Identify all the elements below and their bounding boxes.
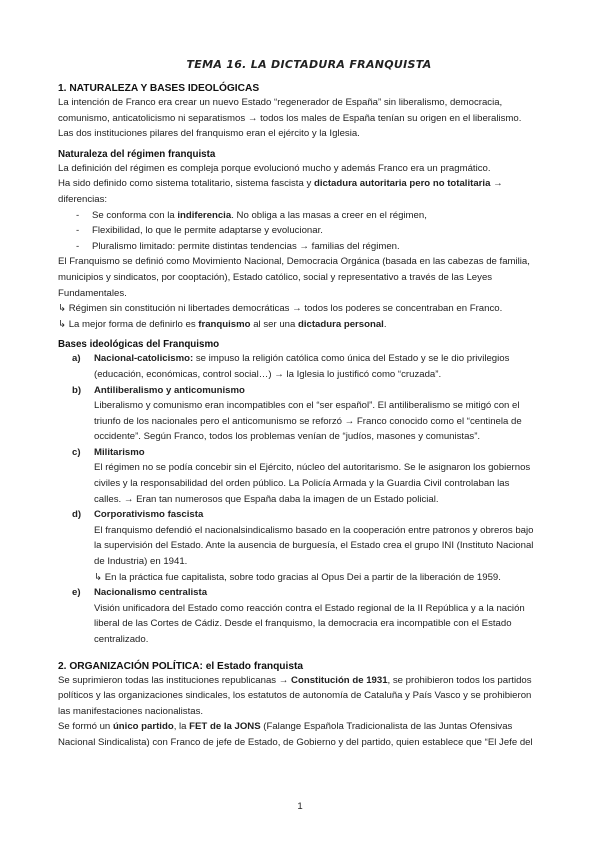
paragraph: Se suprimieron todas las instituciones republicanas → Constitución de 1931, se prohibieron todos los partidos [58,674,532,686]
list-item: - Pluralismo limitado: permite distintas tendencias → familias del régimen. [76,239,560,255]
list-letter: a) [72,353,81,365]
paragraph: municipios y sindicatos, por cooptación), Estado católico, social y representativo a través de las Leyes [58,271,493,283]
section-1 [58,83,560,648]
section-2 [58,661,560,751]
list-letter: d) [72,509,82,521]
list-item: e) Nacionalismo centralista Visión unificadora del Estado como reacción contra el Estado regional de la II República y a la nación liberal de las Cortes de Cádiz. Desde el franquismo, la democracia era incompatible con el Estado centralizado. [72,587,525,645]
intro-line: Las dos instituciones pilares del franquismo eran el ejército y la Iglesia. [58,128,360,140]
section-2-heading: 2. ORGANIZACIÓN POLÍTICA: el Estado franquista [58,660,304,672]
list-letter: e) [72,587,81,599]
naturaleza-heading: Naturaleza del régimen franquista [58,148,216,160]
intro-line: La intención de Franco era crear un nuevo Estado “regenerador de España” sin liberalismo, democracia, [58,97,503,108]
paragraph: las manifestaciones nacionalistas. [58,705,204,717]
note-line: ↳ Régimen sin constitución ni libertades democráticas → todos los poderes se concentraban en Franco. [58,303,503,315]
list-item: a) Nacional-catolicismo: se impuso la religión católica como única del Estado y se le dio privilegios (educación, económicas, control social…) → la Iglesia lo justificó como “cruzada”. [72,353,510,380]
list-item: c) Militarismo El régimen no se podía concebir sin el Ejército, núcleo del autoritarismo. Se le asignaron los gobiernos civiles y la responsabilidad del orden público. La Policía Armada y la Guardia Civil controlaban las calles. → Eran tan numerosos que España daba la imagen de un Estado policial. [72,446,531,505]
paragraph: Nacional Sindicalista) con Franco de jefe de Estado, de Gobierno y del partido, quien establece que “El Jefe del [58,736,533,748]
paragraph: Ha sido definido como sistema totalitario, sistema fascista y dictadura autoritaria pero no totalitaria → [58,178,503,190]
list-item: d) Corporativismo fascista El franquismo defendió el nacionalsindicalismo basado en la cooperación entre patronos y obreros bajo la supervisión del Estado. Ante la ausencia de burguesía, el Estado crea el grupo INI (Instituto Nacional de Industria) en 1941. ↳ En la práctica fue capitalista, sobre todo gracias al Opus Dei a partir de la liberación de 1959. [72,509,534,583]
section-1-heading: 1. NATURALEZA Y BASES IDEOLÓGICAS [58,83,260,94]
paragraph: políticos y las organizaciones sindicales, los estatutos de autonomía de Cataluña y País Vasco y se prohibieron [58,690,532,702]
paragraph: Fundamentales. [58,287,127,299]
differences-list [58,208,560,255]
document-title: TEMA 16. LA DICTADURA FRANQUISTA [186,58,432,71]
list-letter: c) [72,446,81,458]
paragraph: Se formó un único partido, la FET de la JONS (Falange Española Tradicionalista de las Juntas Ofensivas [58,721,513,733]
page-number: 1 [297,801,303,812]
list-item: - Se conforma con la indiferencia. No obliga a las masas a creer en el régimen, [76,208,560,224]
intro-line: comunismo, anticatolicismo ni separatismos → todos los males de España tenían su origen en el liberalismo. [58,112,522,124]
list-letter: b) [72,384,82,396]
bases-heading: Bases ideológicas del Franquismo [58,339,220,351]
list-item: b) Antiliberalismo y anticomunismo Liberalismo y comunismo eran incompatibles con el “ser español”. El antiliberalismo se mitigó con el triunfo de los nacionales pero el anticomunismo se reforzó → Franco conocido como el “centinela de occidente”. Según Franco, todos los problemas venían de “judíos, masones y comunistas”. [72,384,522,443]
note-line: ↳ La mejor forma de definirlo es franquismo al ser una dictadura personal. [58,318,387,330]
list-item: - Flexibilidad, lo que le permite adaptarse y evolucionar. [76,223,560,239]
bases-list [58,351,560,647]
paragraph: El Franquismo se definió como Movimiento Nacional, Democracia Orgánica (basada en las cabezas de familia, [58,256,530,268]
paragraph: La definición del régimen es compleja porque evolucionó mucho y además Franco era un pragmático. [58,162,491,174]
paragraph: diferencias: [58,193,108,205]
